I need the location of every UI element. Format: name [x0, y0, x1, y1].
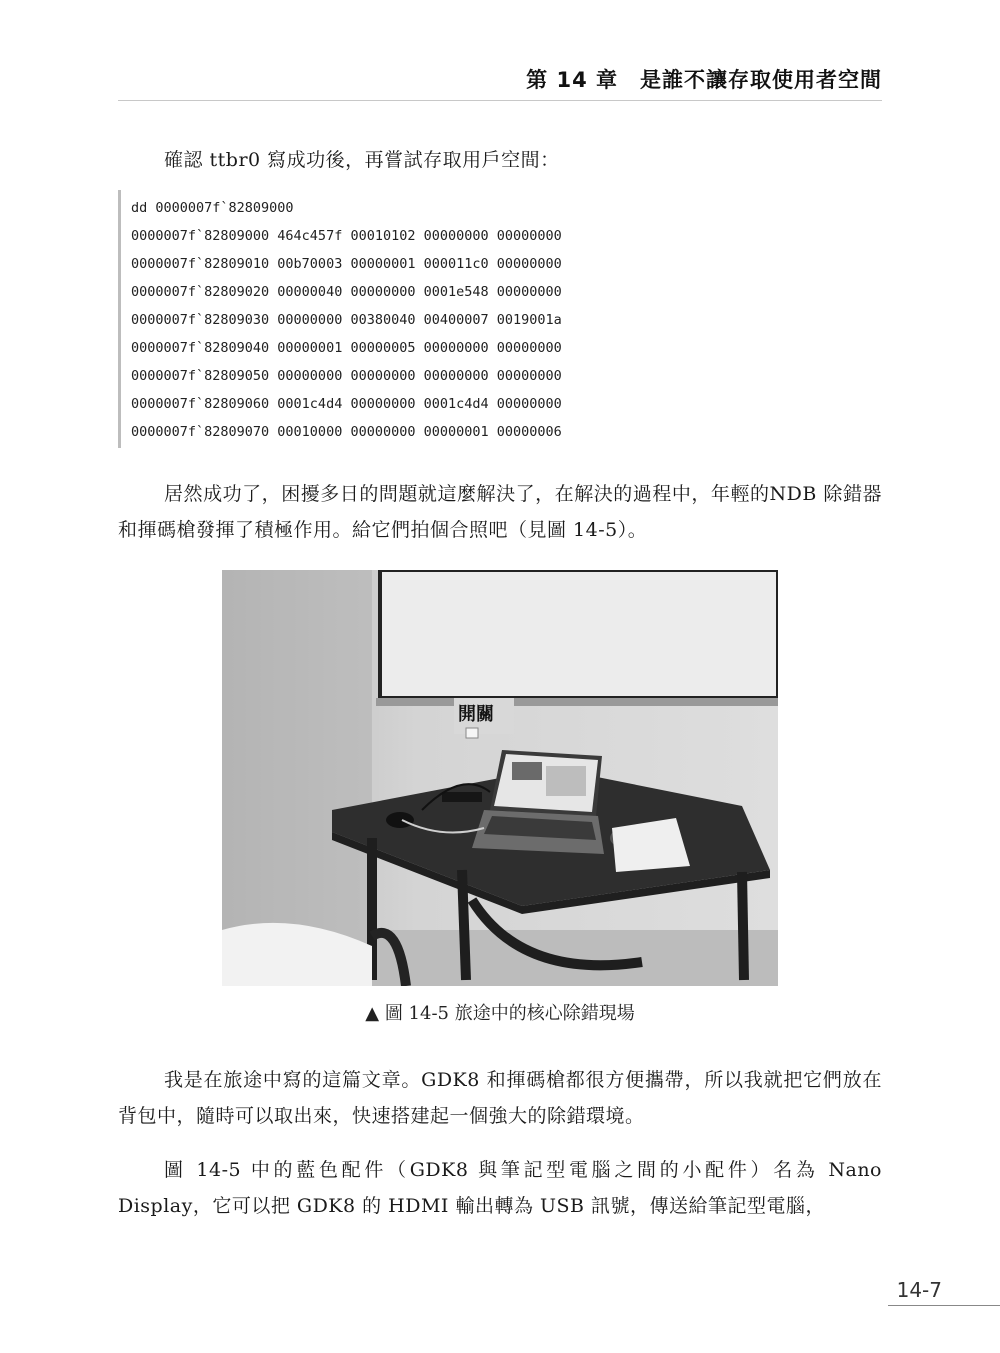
code-line: 0000007f`82809030 00000000 00380040 00400007 0019001a	[131, 312, 562, 328]
switch-label: 開關	[458, 704, 494, 725]
desk-scene-illustration	[222, 570, 778, 986]
code-line: 0000007f`82809060 0001c4d4 00000000 0001c4d4 00000000	[131, 396, 562, 412]
code-block	[118, 190, 721, 448]
running-header	[118, 58, 882, 101]
code-line: 0000007f`82809040 00000001 00000005 00000000 00000000	[131, 340, 562, 356]
page-number: 14-7	[896, 1278, 942, 1302]
figure-photo	[222, 570, 778, 986]
code-line: 0000007f`82809000 464c457f 00010102 00000000 00000000	[131, 228, 562, 244]
page-number-rule	[888, 1305, 1000, 1306]
intro-paragraph	[118, 142, 882, 178]
intro-text: 確認 ttbr0 寫成功後，再嘗試存取用戶空間：	[164, 149, 560, 171]
nano-display-paragraph: 圖 14-5 中的藍色配件（GDK8 與筆記型電腦之間的小配件）名為 Nano Display，它可以把 GDK8 的 HDMI 輸出轉為 USB 訊號，傳送給筆記型電腦，	[118, 1159, 882, 1217]
figure-caption: ▲ 圖 14-5 旅途中的核心除錯現場	[365, 1003, 635, 1024]
travel-paragraph: 我是在旅途中寫的這篇文章。GDK8 和揮碼槍都很方便攜帶，所以我就把它們放在背包中，隨時可以取出來，快速搭建起一個強大的除錯環境。	[118, 1069, 882, 1127]
code-line: dd 0000007f`82809000	[131, 200, 294, 216]
code-line: 0000007f`82809010 00b70003 00000001 000011c0 00000000	[131, 256, 562, 272]
code-line: 0000007f`82809050 00000000 00000000 00000000 00000000	[131, 368, 562, 384]
code-line: 0000007f`82809020 00000040 00000000 0001e548 00000000	[131, 284, 562, 300]
success-paragraph: 居然成功了，困擾多日的問題就這麼解決了，在解決的過程中，年輕的NDB 除錯器和揮碼槍發揮了積極作用。給它們拍個合照吧（見圖 14-5）。	[118, 483, 882, 541]
code-line: 0000007f`82809070 00010000 00000000 00000001 00000006	[131, 424, 562, 440]
chapter-title: 第 14 章 是誰不讓存取使用者空間	[526, 68, 882, 92]
